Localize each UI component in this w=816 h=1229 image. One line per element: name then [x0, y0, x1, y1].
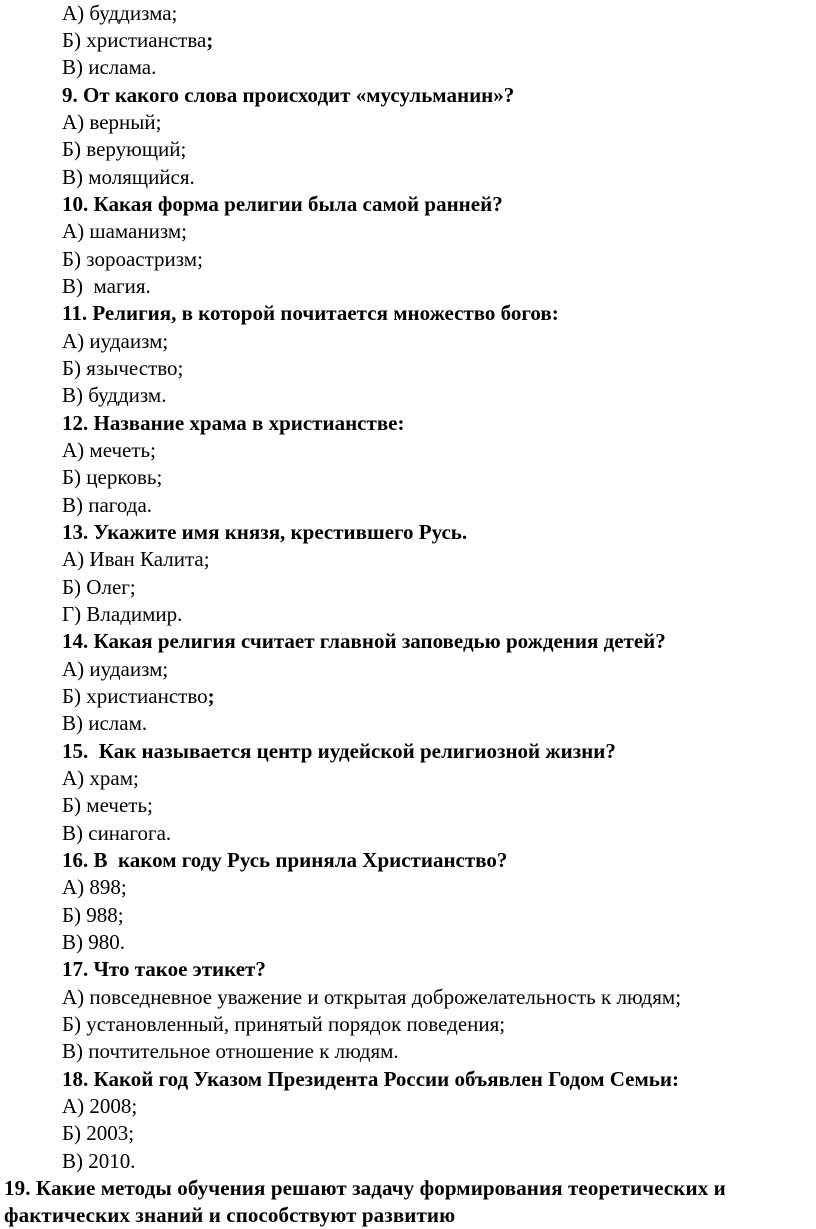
answer-option: Б) установленный, принятый порядок поведения;: [62, 1012, 506, 1036]
answer-option: А) Иван Калита;: [62, 547, 210, 571]
question-12: 12. Название храма в христианстве:: [62, 411, 405, 435]
answer-option: В) ислам.: [62, 711, 148, 735]
answer-option: А) иудаизм;: [62, 329, 169, 353]
question-19-continued: фактических знаний и способствуют развитию: [4, 1203, 456, 1227]
answer-option: В) молящийся.: [62, 165, 195, 189]
answer-option: Б) христианство;: [62, 684, 215, 708]
answer-option: Б) мечеть;: [62, 793, 153, 817]
answer-option: Б) церковь;: [62, 465, 163, 489]
answer-option: А) мечеть;: [62, 438, 156, 462]
answer-option: Б) 988;: [62, 903, 124, 927]
answer-option: А) 898;: [62, 875, 127, 899]
answer-option: А) повседневное уважение и открытая доброжелательность к людям;: [62, 985, 682, 1009]
question-9: 9. От какого слова происходит «мусульманин»?: [62, 83, 515, 107]
question-18: 18. Какой год Указом Президента России объявлен Годом Семьи:: [62, 1067, 680, 1091]
answer-option: В) буддизм.: [62, 383, 167, 407]
question-16: 16. В каком году Русь приняла Христианство?: [62, 848, 508, 872]
question-14: 14. Какая религия считает главной заповедью рождения детей?: [62, 629, 666, 653]
question-19: 19. Какие методы обучения решают задачу формирования теоретических и: [4, 1176, 726, 1200]
answer-option: В) 980.: [62, 930, 125, 954]
question-15: 15. Как называется центр иудейской религиозной жизни?: [62, 739, 616, 763]
answer-option: Г) Владимир.: [62, 602, 183, 626]
answer-option: А) иудаизм;: [62, 657, 169, 681]
question-10: 10. Какая форма религии была самой ранней?: [62, 192, 503, 216]
answer-option: Б) Олег;: [62, 575, 136, 599]
answer-option: В) почтительное отношение к людям.: [62, 1039, 399, 1063]
answer-option: Б) язычество;: [62, 356, 184, 380]
answer-option: А) храм;: [62, 766, 139, 790]
answer-option: А) буддизма;: [62, 1, 178, 25]
answer-option: А) шаманизм;: [62, 219, 187, 243]
question-11: 11. Религия, в которой почитается множество богов:: [62, 301, 559, 325]
answer-option: В) ислама.: [62, 55, 157, 79]
answer-option: Б) зороастризм;: [62, 247, 203, 271]
answer-option: В) 2010.: [62, 1149, 136, 1173]
answer-option: А) верный;: [62, 110, 162, 134]
answer-option: Б) 2003;: [62, 1121, 135, 1145]
answer-option: Б) христианства;: [62, 28, 214, 52]
question-17: 17. Что такое этикет?: [62, 957, 266, 981]
answer-option: В) синагога.: [62, 821, 172, 845]
question-13: 13. Укажите имя князя, крестившего Русь.: [62, 520, 468, 544]
answer-option: В) магия.: [62, 274, 151, 298]
answer-option: Б) верующий;: [62, 137, 187, 161]
answer-option: В) пагода.: [62, 493, 153, 517]
answer-option: А) 2008;: [62, 1094, 138, 1118]
